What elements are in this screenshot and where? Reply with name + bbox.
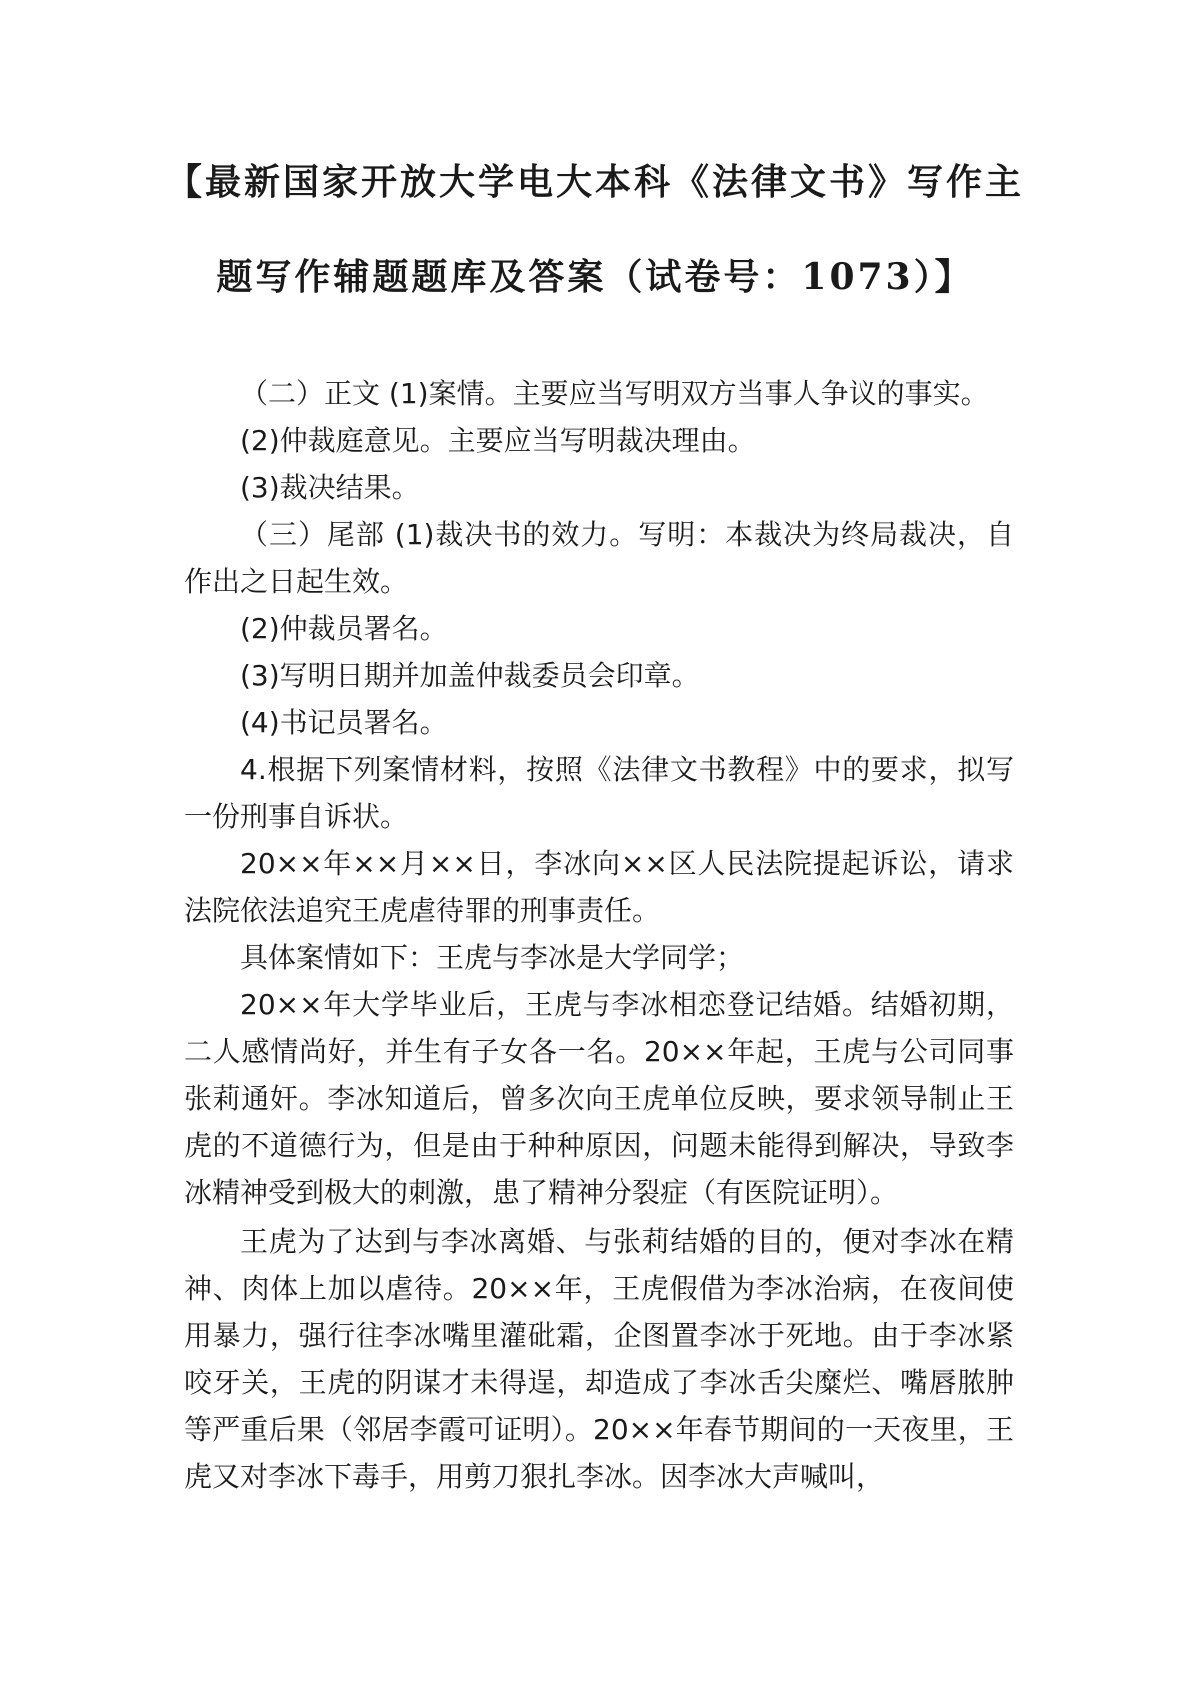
paragraph: （三）尾部 (1)裁决书的效力。写明：本裁决为终局裁决，自作出之日起生效。 [184,518,1014,598]
paragraph: (3)写明日期并加盖仲裁委员会印章。 [240,659,700,692]
paragraph: 王虎为了达到与李冰离婚、与张莉结婚的目的，便对李冰在精神、肉体上加以虐待。20××年，王虎假借为李冰治病，在夜间使用暴力，强行往李冰嘴里灌砒霜，企图置李冰于死地。由于李冰紧咬牙关，王虎的阴谋才未得逞，却造成了李冰舌尖糜烂、嘴唇脓肿等严重后果（邻居李霞可证明）。20××年春节期间的一天夜里，王虎又对李冰下毒手，用剪刀狠扎李冰。因李冰大声喊叫， [184,1225,1014,1493]
document-title-line-1: 【最新国家开放大学电大本科《法律文书》写作主 [165,161,1024,203]
paragraph: (2)仲裁员署名。 [240,612,448,645]
paragraph: 20××年大学毕业后，王虎与李冰相恋登记结婚。结婚初期，二人感情尚好，并生有子女各一名。20××年起，王虎与公司同事张莉通奸。李冰知道后，曾多次向王虎单位反映，要求领导制止王虎的不道德行为，但是由于种种原因，问题未能得到解决，导致李冰精神受到极大的刺激，患了精神分裂症（有医院证明）。 [184,988,1014,1209]
paragraph: (3)裁决结果。 [240,471,420,504]
paragraph: (2)仲裁庭意见。主要应当写明裁决理由。 [240,424,756,457]
paragraph: （二）正文 (1)案情。主要应当写明双方当事人争议的事实。 [240,377,989,410]
document-body [184,370,1014,1500]
document-title-line-2: 题写作辅题题库及答案（试卷号：1073）】 [216,256,974,298]
paragraph: 4.根据下列案情材料，按照《法律文书教程》中的要求，拟写一份刑事自诉状。 [184,753,1014,833]
paragraph: 具体案情如下：王虎与李冰是大学同学； [240,941,745,974]
paragraph: (4)书记员署名。 [240,706,448,739]
paragraph: 20××年××月××日，李冰向××区人民法院提起诉讼，请求法院依法追究王虎虐待罪的刑事责任。 [184,847,1014,927]
